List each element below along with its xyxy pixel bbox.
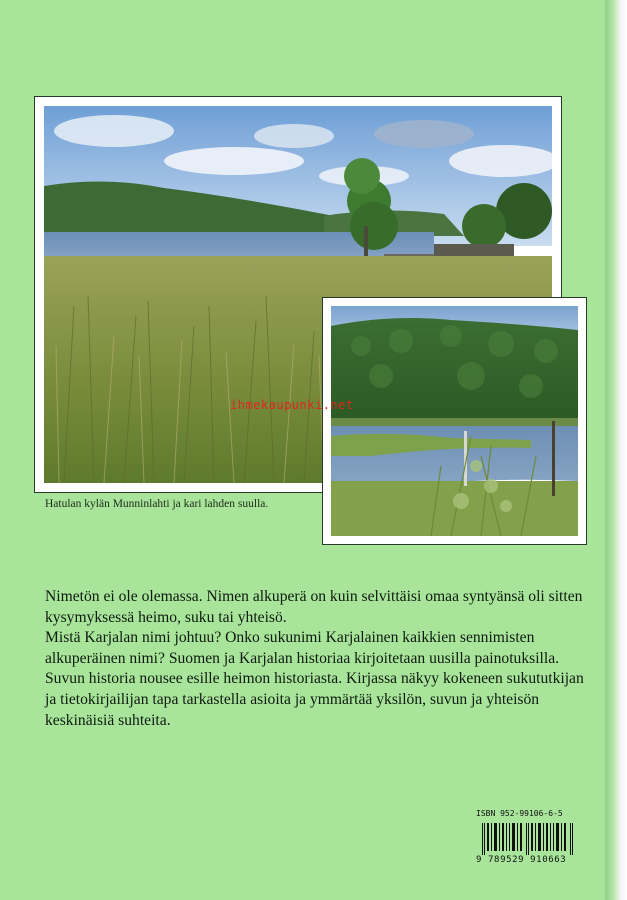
back-cover-blurb: [45, 587, 593, 731]
isbn-barcode-block: [476, 809, 580, 869]
blurb-paragraph-1: Nimetön ei ole olemassa. Nimen alkuperä on kuin selvittäisi omaa syntyänsä oli sitten kysymyksessä heimo, suku tai yhteisö.: [45, 588, 583, 626]
cover-edge: [605, 0, 627, 900]
forest-lake-image: [331, 306, 578, 536]
isbn-label: ISBN 952-99106-6-5: [476, 809, 563, 818]
photo-caption: Hatulan kylän Munninlahti ja kari lahden suulla.: [45, 498, 269, 510]
ean-number: 9 789529 910663: [476, 855, 567, 865]
blurb-paragraph-2: Mistä Karjalan nimi johtuu? Onko sukunimi Karjalainen kaikkien sennimisten alkuperäinen nimi? Suomen ja Karjalan historiaa kirjoitetaan uusilla painotuksilla. Suvun historia nousee esille heimon historiasta. Kirjassa näkyy kokeneen sukututkijan ja tietokirjailijan tapa tarkastella asioita ja ymmärtää yksilön, suvun ja yhteisön keskinäisiä suhteita.: [45, 629, 584, 729]
inset-photo: [322, 297, 587, 545]
barcode-icon: [482, 823, 574, 855]
watermark-text: ihmekaupunki.net: [230, 398, 354, 412]
